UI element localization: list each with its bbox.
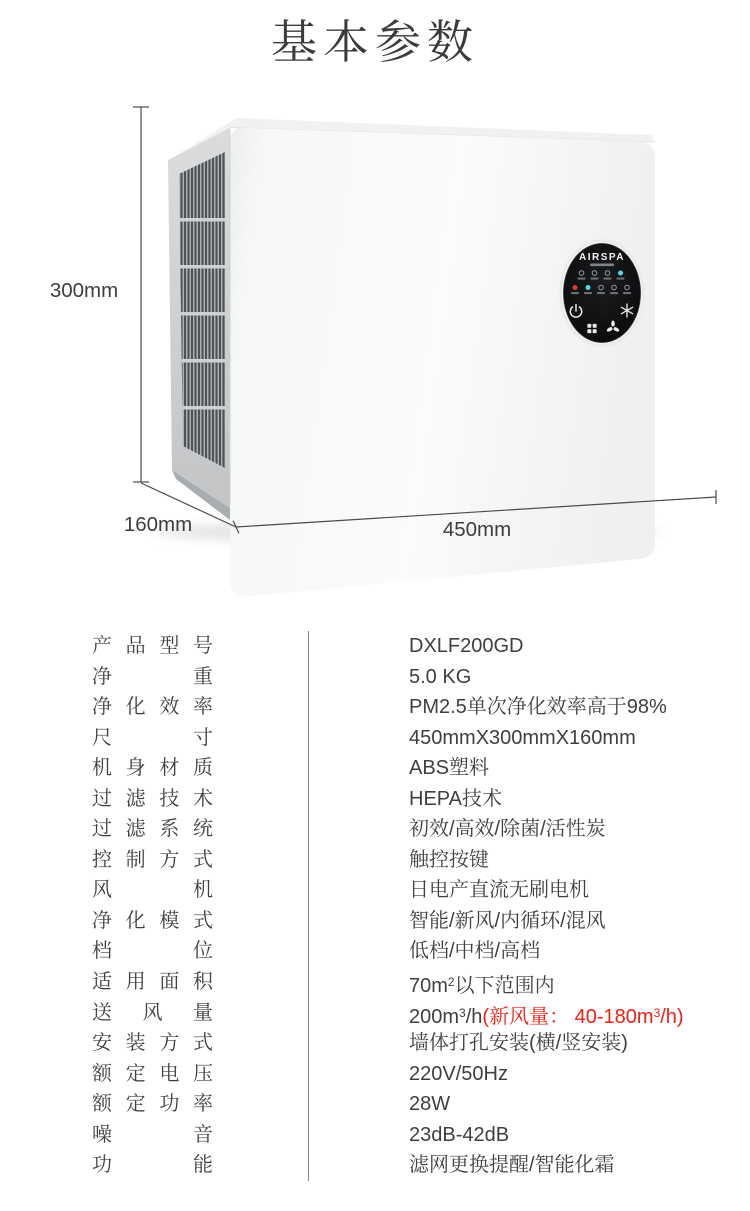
spec-label: 机 身 材 质	[92, 757, 213, 780]
control-panel	[561, 241, 644, 346]
spec-value: 低档/中档/高档	[308, 936, 750, 967]
spec-label: 送 风 量	[92, 1001, 213, 1024]
spec-value: 智能/新风/内循环/混风	[308, 906, 750, 937]
spec-label: 功 能	[92, 1154, 213, 1177]
spec-row-material	[0, 753, 750, 784]
spec-value: $70m^2$以下范围内	[308, 967, 750, 998]
dimension-width-label: 450mm	[442, 518, 512, 541]
spec-value: $200m^3/h$(新风量： $40-180m^3/h$)	[308, 998, 750, 1029]
spec-value: 5.0 KG	[308, 662, 750, 693]
spec-label: 净 重	[92, 665, 213, 688]
spec-row-speed	[0, 936, 750, 967]
spec-value: 滤网更换提醒/智能化霜	[308, 1150, 750, 1181]
spec-value: 450mmX300mmX160mm	[308, 723, 750, 754]
spec-label: 控 制 方 式	[92, 848, 213, 871]
spec-row-motor	[0, 875, 750, 906]
spec-value: PM2.5单次净化效率高于98%	[308, 692, 750, 723]
spec-label: 噪 音	[92, 1123, 213, 1146]
spec-table	[0, 631, 750, 1181]
spec-label: 净 化 效 率	[92, 696, 213, 719]
spec-value: 墙体打孔安装(横/竖安装)	[308, 1028, 750, 1059]
spec-row-modes	[0, 906, 750, 937]
spec-row-size	[0, 723, 750, 754]
brand-sub-text	[590, 264, 614, 267]
product-image	[0, 90, 750, 630]
indicator-light-power	[573, 285, 578, 290]
spec-value: DXLF200GD	[308, 631, 750, 662]
spec-row-voltage	[0, 1059, 750, 1090]
spec-label: 档 位	[92, 940, 213, 963]
spec-row-airflow	[0, 998, 750, 1029]
spec-label: 净 化 模 式	[92, 909, 213, 932]
spec-value: HEPA技术	[308, 784, 750, 815]
spec-label: 过 滤 系 统	[92, 818, 213, 841]
spec-label: 额 定 功 率	[92, 1093, 213, 1116]
spec-row-filter-tech	[0, 784, 750, 815]
spec-row-functions	[0, 1150, 750, 1181]
spec-label: 安 装 方 式	[92, 1032, 213, 1055]
spec-row-power	[0, 1089, 750, 1120]
spec-label: 额 定 电 压	[92, 1062, 213, 1085]
indicator-light-on	[586, 285, 591, 290]
spec-row-area	[0, 967, 750, 998]
spec-value: ABS塑料	[308, 753, 750, 784]
indicator-light-on	[618, 271, 623, 276]
brand-logo: AIRSPA	[578, 252, 626, 263]
dimension-height-label: 300mm	[49, 279, 119, 302]
spec-label: 产 品 型 号	[92, 635, 213, 657]
spec-row-filter-system	[0, 814, 750, 845]
spec-value: 日电产直流无刷电机	[308, 875, 750, 906]
spec-value: 23dB-42dB	[308, 1120, 750, 1151]
spec-value: 28W	[308, 1089, 750, 1120]
spec-row-install	[0, 1028, 750, 1059]
spec-label: 过 滤 技 术	[92, 787, 213, 810]
spec-row-weight	[0, 662, 750, 693]
spec-row-efficiency	[0, 692, 750, 723]
air-intake-grille	[176, 145, 228, 472]
spec-row-noise	[0, 1120, 750, 1151]
spec-value: 触控按键	[308, 845, 750, 876]
spec-label: 适 用 面 积	[92, 971, 213, 994]
dimension-depth-label: 160mm	[123, 513, 193, 536]
page-title: 基本参数	[271, 16, 479, 68]
spec-row-control	[0, 845, 750, 876]
spec-row-model	[0, 631, 750, 662]
spec-label: 尺 寸	[92, 726, 213, 749]
spec-label: 风 机	[92, 879, 213, 902]
spec-value: 220V/50Hz	[308, 1059, 750, 1090]
spec-value: 初效/高效/除菌/活性炭	[308, 814, 750, 845]
